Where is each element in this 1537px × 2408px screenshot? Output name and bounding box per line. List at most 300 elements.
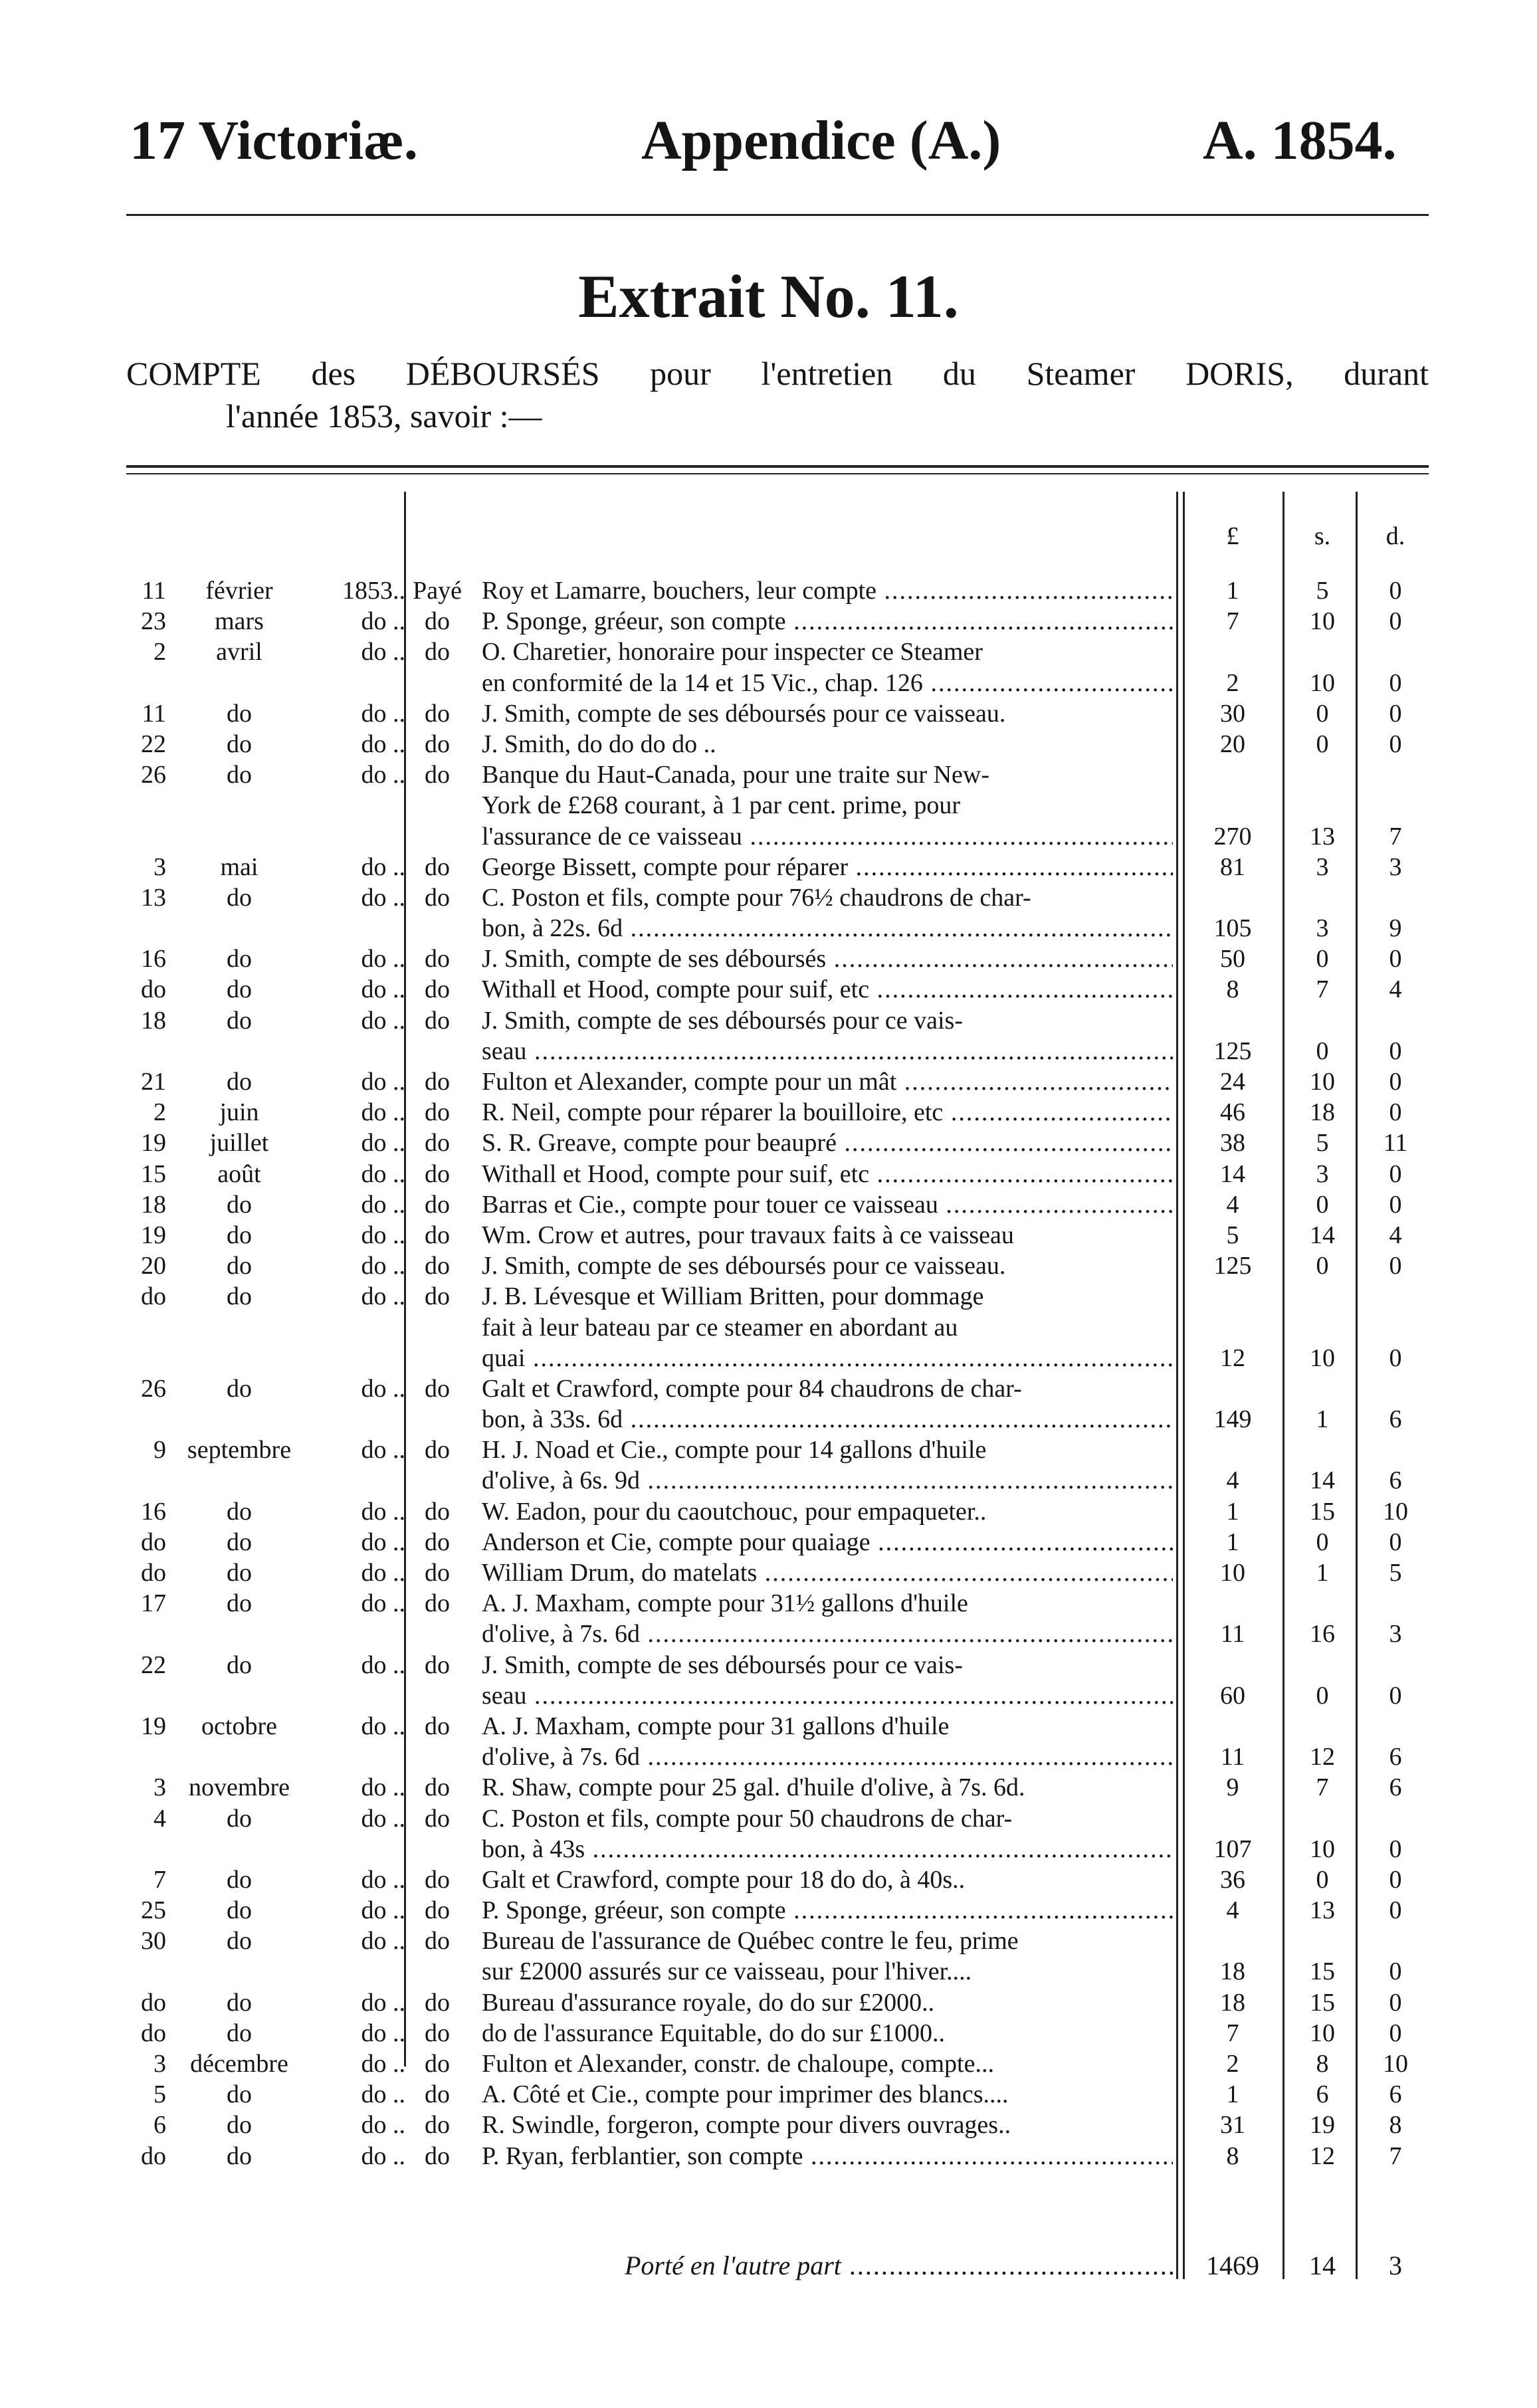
- table-row: [0, 974, 1537, 1005]
- entry-day: 3: [154, 1773, 166, 1802]
- entry-month: do: [227, 2142, 252, 2170]
- entry-pounds: 20: [1220, 730, 1245, 758]
- entry-shillings: 18: [1310, 1098, 1335, 1127]
- entry-paid: do: [425, 1988, 450, 2017]
- table-row: [0, 1496, 1537, 1527]
- entry-shillings: 10: [1310, 607, 1335, 636]
- entry-paid: do: [425, 761, 450, 789]
- entry-pence: 7: [1389, 2142, 1402, 2170]
- entry-day: 3: [154, 853, 166, 881]
- entry-paid: do: [425, 1252, 450, 1280]
- entry-pence: 7: [1389, 822, 1402, 851]
- entry-year: do ..: [361, 761, 405, 789]
- entry-shillings: 0: [1316, 945, 1329, 973]
- page-title: Extrait No. 11.: [578, 262, 959, 330]
- entry-paid: do: [425, 975, 450, 1004]
- entry-pounds: 1: [1226, 1497, 1239, 1526]
- entry-day: do: [141, 1528, 166, 1556]
- entry-year: do ..: [361, 638, 405, 666]
- entry-description: Wm. Crow et autres, pour travaux faits à ce vaisseau: [482, 1221, 1014, 1249]
- entry-month: do: [227, 1374, 252, 1403]
- entry-paid: do: [425, 1804, 450, 1833]
- entry-day: 16: [141, 945, 166, 973]
- entry-month: novembre: [189, 1773, 290, 1802]
- entry-month: do: [227, 1804, 252, 1833]
- table-row: [0, 1557, 1537, 1588]
- entry-pence: 11: [1383, 1129, 1408, 1157]
- table-row: [0, 1189, 1537, 1220]
- entry-paid: do: [425, 1129, 450, 1157]
- table-row: [0, 668, 1537, 698]
- entry-year: do ..: [361, 883, 405, 912]
- entry-paid: do: [425, 853, 450, 881]
- entry-month: do: [227, 1988, 252, 2017]
- entry-description: C. Poston et fils, compte pour 50 chaudrons de char-: [482, 1804, 1013, 1833]
- entry-shillings: 3: [1316, 1159, 1329, 1188]
- entry-paid: do: [425, 1773, 450, 1802]
- entry-year: do ..: [361, 1865, 405, 1894]
- entry-year: do ..: [361, 1098, 405, 1127]
- table-row: [0, 729, 1537, 759]
- entry-pence: 0: [1389, 1988, 1402, 2017]
- entry-description: Fulton et Alexander, compte pour un mât .....: [482, 1066, 1173, 1097]
- entry-shillings: 7: [1316, 1773, 1329, 1802]
- table-row: [0, 944, 1537, 974]
- entry-pounds: 4: [1226, 1466, 1239, 1495]
- entry-paid: do: [425, 1159, 450, 1188]
- entry-month: do: [227, 761, 252, 789]
- entry-paid: do: [425, 883, 450, 912]
- table-top-rule: [126, 465, 1429, 468]
- entry-paid: do: [425, 1712, 450, 1740]
- entry-year: do ..: [361, 1559, 405, 1587]
- entry-description: en conformité de la 14 et 15 Vic., chap. 126 .....: [482, 668, 1173, 698]
- entry-pounds: 125: [1213, 1037, 1252, 1065]
- entry-month: do: [227, 1589, 252, 1618]
- entry-paid: do: [425, 607, 450, 636]
- table-row: [0, 2079, 1537, 2110]
- entry-day: 19: [141, 1221, 166, 1249]
- entry-pounds: 2: [1226, 2050, 1239, 2078]
- entry-month: do: [227, 1651, 252, 1679]
- entry-month: do: [227, 1006, 252, 1035]
- table-row: [0, 637, 1537, 667]
- entry-month: do: [227, 945, 252, 973]
- header-left: 17 Victoriæ.: [130, 110, 418, 171]
- entry-description: Roy et Lamarre, bouchers, leur compte .....: [482, 575, 1173, 606]
- entry-shillings: 1: [1316, 1559, 1329, 1587]
- entry-description: Anderson et Cie, compte pour quaiage .....: [482, 1527, 1173, 1557]
- entry-pence: 0: [1389, 1037, 1402, 1065]
- entry-shillings: 0: [1316, 1190, 1329, 1219]
- table-row: [0, 1527, 1537, 1557]
- entry-day: do: [141, 2142, 166, 2170]
- table-row: [0, 1220, 1537, 1251]
- entry-paid: do: [425, 1221, 450, 1249]
- entry-month: octobre: [201, 1712, 277, 1740]
- entry-pence: 6: [1389, 1466, 1402, 1495]
- entry-pence: 0: [1389, 699, 1402, 728]
- entry-day: 13: [141, 883, 166, 912]
- entry-description: seau .....: [482, 1680, 1173, 1711]
- entry-day: 2: [154, 638, 166, 666]
- entry-description: Barras et Cie., compte pour touer ce vaisseau .....: [482, 1189, 1173, 1220]
- entry-description: bon, à 22s. 6d .....: [482, 913, 1173, 944]
- entry-description: d'olive, à 7s. 6d .....: [482, 1742, 1173, 1772]
- entry-year: do ..: [361, 945, 405, 973]
- entry-description: J. Smith, compte de ses déboursés pour ce vaisseau.: [482, 699, 1006, 728]
- entry-shillings: 8: [1316, 2050, 1329, 2078]
- entry-day: 11: [142, 577, 166, 605]
- table-row: [0, 1097, 1537, 1128]
- entry-description: Bureau de l'assurance de Québec contre le feu, prime: [482, 1927, 1019, 1956]
- entry-shillings: 12: [1310, 1743, 1335, 1771]
- entry-description: S. R. Greave, compte pour beaupré .....: [482, 1128, 1173, 1158]
- table-row: [0, 1005, 1537, 1036]
- entry-day: 15: [141, 1159, 166, 1188]
- entry-shillings: 10: [1310, 1068, 1335, 1096]
- entry-year: do ..: [361, 1252, 405, 1280]
- entry-pounds: 9: [1226, 1773, 1239, 1802]
- entry-description: C. Poston et fils, compte pour 76½ chaudrons de char-: [482, 883, 1031, 912]
- entry-description: quai .....: [482, 1343, 1173, 1373]
- entry-pounds: 30: [1220, 699, 1245, 728]
- entry-year: 1853..: [342, 577, 405, 605]
- table-row: [0, 1036, 1537, 1066]
- table-row: [0, 1803, 1537, 1834]
- entry-description: J. B. Lévesque et William Britten, pour dommage: [482, 1282, 984, 1311]
- entry-paid: do: [425, 2142, 450, 2170]
- entry-pence: 0: [1389, 1865, 1402, 1894]
- entry-pounds: 2: [1226, 668, 1239, 697]
- entry-description: bon, à 43s .....: [482, 1834, 1173, 1864]
- entry-paid: do: [425, 1098, 450, 1127]
- entry-description: fait à leur bateau par ce steamer en abordant au: [482, 1313, 958, 1342]
- entry-year: do ..: [361, 2050, 405, 2078]
- entry-description: A. J. Maxham, compte pour 31 gallons d'huile: [482, 1712, 950, 1740]
- entry-pence: 0: [1389, 1957, 1402, 1986]
- table-row: [0, 575, 1537, 606]
- entry-year: do ..: [361, 1282, 405, 1311]
- entry-description: seau .....: [482, 1036, 1173, 1066]
- entry-month: do: [227, 1190, 252, 1219]
- entry-pounds: 60: [1220, 1681, 1245, 1710]
- entry-pounds: 107: [1213, 1835, 1252, 1863]
- entry-pounds: 10: [1220, 1559, 1245, 1587]
- entry-paid: do: [425, 730, 450, 758]
- entry-pounds: 11: [1220, 1743, 1245, 1771]
- entry-description: Galt et Crawford, compte pour 84 chaudrons de char-: [482, 1374, 1022, 1403]
- entry-year: do ..: [361, 1221, 405, 1249]
- entry-paid: do: [425, 1927, 450, 1956]
- table-row: [0, 2141, 1537, 2171]
- entry-shillings: 10: [1310, 668, 1335, 697]
- entry-pounds: 36: [1220, 1865, 1245, 1894]
- entry-month: juillet: [209, 1129, 269, 1157]
- entry-year: do ..: [361, 1129, 405, 1157]
- entry-pence: 3: [1389, 1620, 1402, 1649]
- entry-description: Galt et Crawford, compte pour 18 do do, à 40s..: [482, 1865, 966, 1894]
- entry-shillings: 15: [1310, 1988, 1335, 2017]
- entry-shillings: 15: [1310, 1497, 1335, 1526]
- entry-pence: 0: [1389, 1681, 1402, 1710]
- entry-description: H. J. Noad et Cie., compte pour 14 gallons d'huile: [482, 1436, 987, 1464]
- table-row: [0, 1711, 1537, 1742]
- entry-pounds: 1: [1226, 577, 1239, 605]
- entry-year: do ..: [361, 853, 405, 881]
- entry-pence: 8: [1389, 2111, 1402, 2140]
- entry-year: do ..: [361, 1988, 405, 2017]
- table-top-rule-thin: [126, 473, 1429, 474]
- entry-pounds: 11: [1220, 1620, 1245, 1649]
- entry-year: do ..: [361, 1804, 405, 1833]
- entry-month: juin: [219, 1098, 259, 1127]
- ledger-rows: [0, 575, 1537, 2171]
- entry-year: do ..: [361, 1436, 405, 1464]
- entry-pence: 10: [1383, 2050, 1408, 2078]
- entry-pence: 4: [1389, 1221, 1402, 1249]
- entry-pence: 6: [1389, 1773, 1402, 1802]
- entry-day: 18: [141, 1006, 166, 1035]
- entry-pence: 3: [1389, 853, 1402, 881]
- table-row: [0, 1987, 1537, 2018]
- entry-day: 16: [141, 1497, 166, 1526]
- entry-pence: 0: [1389, 1068, 1402, 1096]
- entry-month: do: [227, 1927, 252, 1956]
- entry-day: 22: [141, 730, 166, 758]
- entry-paid: do: [425, 1497, 450, 1526]
- table-row: [0, 821, 1537, 852]
- entry-description: do de l'assurance Equitable, do do sur £1000..: [482, 2019, 946, 2047]
- table-row: [0, 1680, 1537, 1711]
- entry-shillings: 10: [1310, 1344, 1335, 1372]
- entry-pounds: 1: [1226, 2080, 1239, 2109]
- entry-pence: 4: [1389, 975, 1402, 1004]
- entry-month: do: [227, 1497, 252, 1526]
- entry-description: P. Sponge, gréeur, son compte .....: [482, 606, 1173, 637]
- entry-year: do ..: [361, 2111, 405, 2140]
- table-row: [0, 759, 1537, 790]
- entry-description: J. Smith, do do do do ..: [482, 730, 716, 758]
- entry-day: do: [141, 1282, 166, 1311]
- entry-description: d'olive, à 6s. 9d .....: [482, 1465, 1173, 1496]
- total-row: [0, 2246, 1537, 2286]
- entry-description: J. Smith, compte de ses déboursés pour ce vaisseau.: [482, 1252, 1006, 1280]
- entry-shillings: 14: [1310, 1466, 1335, 1495]
- entry-day: do: [141, 975, 166, 1004]
- entry-shillings: 7: [1316, 975, 1329, 1004]
- entry-paid: do: [425, 1896, 450, 1925]
- entry-paid: do: [425, 2019, 450, 2047]
- entry-shillings: 13: [1310, 822, 1335, 851]
- entry-pence: 0: [1389, 1835, 1402, 1863]
- entry-day: 26: [141, 1374, 166, 1403]
- table-row: [0, 1465, 1537, 1496]
- entry-paid: do: [425, 2080, 450, 2109]
- entry-pence: 0: [1389, 1098, 1402, 1127]
- entry-paid: do: [425, 1282, 450, 1311]
- total-shillings: 14: [1309, 2251, 1336, 2280]
- intro-paragraph: [126, 352, 1429, 437]
- entry-pounds: 5: [1226, 1221, 1239, 1249]
- pence-column-header: d.: [1385, 522, 1405, 550]
- entry-shillings: 5: [1316, 577, 1329, 605]
- entry-month: septembre: [187, 1436, 292, 1464]
- entry-year: do ..: [361, 699, 405, 728]
- entry-pence: 0: [1389, 577, 1402, 605]
- entry-paid: do: [425, 1559, 450, 1587]
- entry-description: l'assurance de ce vaisseau .....: [482, 821, 1173, 852]
- entry-pounds: 4: [1226, 1896, 1239, 1925]
- entry-description: bon, à 33s. 6d .....: [482, 1404, 1173, 1435]
- entry-month: do: [227, 1221, 252, 1249]
- table-row: [0, 1281, 1537, 1312]
- entry-month: août: [217, 1159, 261, 1188]
- entry-day: 25: [141, 1896, 166, 1925]
- pounds-column-header: £: [1226, 522, 1239, 550]
- entry-pence: 0: [1389, 1528, 1402, 1556]
- entry-pounds: 18: [1220, 1988, 1245, 2017]
- entry-shillings: 5: [1316, 1129, 1329, 1157]
- table-row: [0, 1251, 1537, 1281]
- entry-month: do: [227, 1896, 252, 1925]
- entry-shillings: 0: [1316, 1865, 1329, 1894]
- entry-day: 21: [141, 1068, 166, 1096]
- entry-pounds: 270: [1213, 822, 1252, 851]
- table-row: [0, 1772, 1537, 1803]
- entry-paid: do: [425, 1651, 450, 1679]
- entry-pounds: 7: [1226, 607, 1239, 636]
- table-row: [0, 2049, 1537, 2079]
- entry-shillings: 6: [1316, 2080, 1329, 2109]
- entry-day: 23: [141, 607, 166, 636]
- entry-month: do: [227, 1528, 252, 1556]
- entry-pounds: 38: [1220, 1129, 1245, 1157]
- entry-paid: do: [425, 1528, 450, 1556]
- header-rule: [126, 214, 1429, 216]
- entry-description: P. Ryan, ferblantier, son compte .....: [482, 2141, 1173, 2171]
- entry-shillings: 10: [1310, 1835, 1335, 1863]
- table-row: [0, 790, 1537, 821]
- entry-year: do ..: [361, 1374, 405, 1403]
- entry-description: Withall et Hood, compte pour suif, etc .....: [482, 1159, 1173, 1189]
- entry-month: do: [227, 2019, 252, 2047]
- table-row: [0, 606, 1537, 637]
- total-label: Porté en l'autre part .....: [625, 2246, 1173, 2286]
- entry-day: 11: [142, 699, 166, 728]
- entry-shillings: 14: [1310, 1221, 1335, 1249]
- entry-shillings: 12: [1310, 2142, 1335, 2170]
- entry-description: Bureau d'assurance royale, do do sur £2000..: [482, 1988, 935, 2017]
- entry-year: do ..: [361, 1497, 405, 1526]
- entry-month: avril: [216, 638, 262, 666]
- entry-description: William Drum, do matelats .....: [482, 1557, 1173, 1588]
- entry-day: 26: [141, 761, 166, 789]
- entry-month: do: [227, 1068, 252, 1096]
- entry-month: do: [227, 1865, 252, 1894]
- entry-year: do ..: [361, 1528, 405, 1556]
- entry-shillings: 15: [1310, 1957, 1335, 1986]
- entry-pence: 0: [1389, 730, 1402, 758]
- entry-paid: do: [425, 1190, 450, 1219]
- entry-pence: 5: [1389, 1559, 1402, 1587]
- entry-year: do ..: [361, 1896, 405, 1925]
- entry-year: do ..: [361, 730, 405, 758]
- table-row: [0, 1588, 1537, 1619]
- table-row: [0, 1312, 1537, 1343]
- entry-year: do ..: [361, 1006, 405, 1035]
- entry-pence: 6: [1389, 1743, 1402, 1771]
- entry-day: 19: [141, 1129, 166, 1157]
- entry-pence: 9: [1389, 914, 1402, 943]
- entry-year: do ..: [361, 1927, 405, 1956]
- entry-paid: do: [425, 2050, 450, 2078]
- entry-paid: do: [425, 1068, 450, 1096]
- entry-day: 3: [154, 2050, 166, 2078]
- entry-pounds: 46: [1220, 1098, 1245, 1127]
- entry-paid: do: [425, 1436, 450, 1464]
- entry-pounds: 7: [1226, 2019, 1239, 2047]
- entry-shillings: 13: [1310, 1896, 1335, 1925]
- table-row: [0, 1895, 1537, 1926]
- entry-shillings: 10: [1310, 2019, 1335, 2047]
- entry-shillings: 0: [1316, 1681, 1329, 1710]
- entry-paid: do: [425, 699, 450, 728]
- entry-pounds: 105: [1213, 914, 1252, 943]
- entry-year: do ..: [361, 2019, 405, 2047]
- entry-month: do: [227, 883, 252, 912]
- entry-year: do ..: [361, 1712, 405, 1740]
- entry-description: J. Smith, compte de ses déboursés .....: [482, 944, 1173, 974]
- entry-paid: do: [425, 2111, 450, 2140]
- entry-year: do ..: [361, 1159, 405, 1188]
- entry-shillings: 0: [1316, 1037, 1329, 1065]
- entry-pence: 6: [1389, 2080, 1402, 2109]
- entry-description: sur £2000 assurés sur ce vaisseau, pour l'hiver....: [482, 1957, 972, 1986]
- entry-day: 5: [154, 2080, 166, 2109]
- entry-pence: 0: [1389, 1344, 1402, 1372]
- entry-day: 30: [141, 1927, 166, 1956]
- entry-pounds: 4: [1226, 1190, 1239, 1219]
- entry-description: J. Smith, compte de ses déboursés pour ce vais-: [482, 1651, 963, 1679]
- entry-description: A. Côté et Cie., compte pour imprimer des blancs....: [482, 2080, 1009, 2109]
- table-row: [0, 1926, 1537, 1956]
- entry-pounds: 125: [1213, 1252, 1252, 1280]
- entry-day: 6: [154, 2111, 166, 2140]
- entry-pence: 0: [1389, 945, 1402, 973]
- shillings-column-header: s.: [1314, 522, 1331, 550]
- entry-pence: 0: [1389, 1252, 1402, 1280]
- entry-month: do: [227, 1559, 252, 1587]
- entry-month: do: [227, 730, 252, 758]
- table-row: [0, 2110, 1537, 2140]
- entry-pounds: 50: [1220, 945, 1245, 973]
- entry-year: do ..: [361, 1190, 405, 1219]
- entry-pounds: 31: [1220, 2111, 1245, 2140]
- entry-description: Fulton et Alexander, constr. de chaloupe, compte...: [482, 2050, 994, 2078]
- entry-year: do ..: [361, 1651, 405, 1679]
- entry-pounds: 18: [1220, 1957, 1245, 1986]
- entry-paid: do: [425, 1589, 450, 1618]
- entry-description: O. Charetier, honoraire pour inspecter ce Steamer: [482, 638, 983, 666]
- total-pence: 3: [1389, 2251, 1402, 2280]
- entry-pounds: 1: [1226, 1528, 1239, 1556]
- entry-pence: 0: [1389, 607, 1402, 636]
- entry-day: 22: [141, 1651, 166, 1679]
- table-row: [0, 1435, 1537, 1465]
- entry-pence: 0: [1389, 1896, 1402, 1925]
- entry-year: do ..: [361, 1773, 405, 1802]
